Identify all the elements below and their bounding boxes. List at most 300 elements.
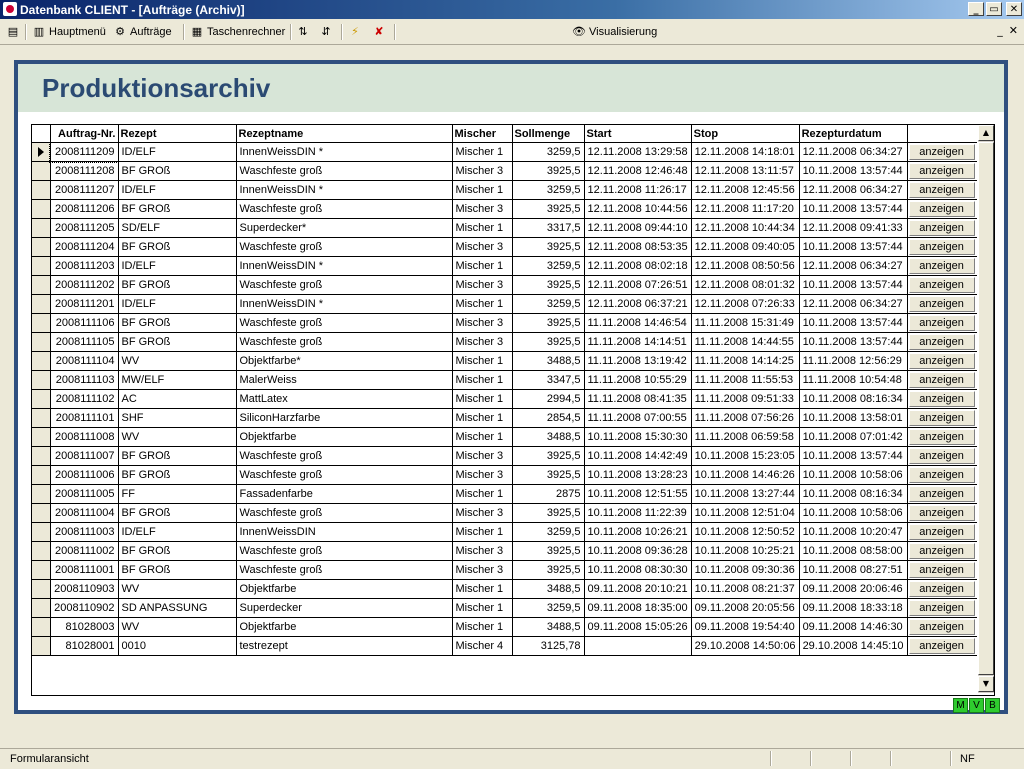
- table-row[interactable]: [32, 181, 979, 200]
- cell-mischer[interactable]: Mischer 1: [452, 390, 512, 409]
- cell-mischer[interactable]: Mischer 1: [452, 409, 512, 428]
- cell-rezept[interactable]: BF GROß: [118, 542, 236, 561]
- cell-start[interactable]: 11.11.2008 14:46:54: [584, 314, 691, 333]
- cell-rezept[interactable]: BF GROß: [118, 333, 236, 352]
- cell-rezepturdatum[interactable]: 12.11.2008 06:34:27: [799, 143, 907, 162]
- cell-stop[interactable]: 12.11.2008 12:45:56: [691, 181, 799, 200]
- cell-rezepturdatum[interactable]: 10.11.2008 08:27:51: [799, 561, 907, 580]
- cell-start[interactable]: 11.11.2008 07:00:55: [584, 409, 691, 428]
- cell-sollmenge[interactable]: 3925,5: [512, 333, 584, 352]
- cell-mischer[interactable]: Mischer 1: [452, 599, 512, 618]
- cell-sollmenge[interactable]: 2994,5: [512, 390, 584, 409]
- cell-sollmenge[interactable]: 3259,5: [512, 295, 584, 314]
- cell-auftrag-nr[interactable]: 2008110902: [50, 599, 118, 618]
- anzeigen-button[interactable]: anzeigen: [909, 619, 975, 635]
- table-row[interactable]: [32, 314, 979, 333]
- cell-mischer[interactable]: Mischer 1: [452, 371, 512, 390]
- minimize-button[interactable]: _: [968, 2, 984, 16]
- cell-mischer[interactable]: Mischer 3: [452, 276, 512, 295]
- record-selector[interactable]: [32, 333, 50, 352]
- record-selector[interactable]: [32, 257, 50, 276]
- window-title-bar[interactable]: [0, 0, 1024, 19]
- cell-start[interactable]: 10.11.2008 12:51:55: [584, 485, 691, 504]
- cell-rezepturdatum[interactable]: 10.11.2008 13:57:44: [799, 447, 907, 466]
- app-icon[interactable]: [3, 2, 17, 16]
- record-selector[interactable]: [32, 409, 50, 428]
- cell-mischer[interactable]: Mischer 1: [452, 257, 512, 276]
- cell-start[interactable]: 12.11.2008 11:26:17: [584, 181, 691, 200]
- cell-sollmenge[interactable]: 3925,5: [512, 542, 584, 561]
- cell-stop[interactable]: 09.11.2008 19:54:40: [691, 618, 799, 637]
- cell-rezeptname[interactable]: Objektfarbe*: [236, 352, 452, 371]
- cell-start[interactable]: 12.11.2008 10:44:56: [584, 200, 691, 219]
- cell-rezeptname[interactable]: Waschfeste groß: [236, 542, 452, 561]
- anzeigen-button[interactable]: anzeigen: [909, 372, 975, 388]
- record-selector[interactable]: [32, 447, 50, 466]
- cell-stop[interactable]: 12.11.2008 11:17:20: [691, 200, 799, 219]
- cell-sollmenge[interactable]: 3488,5: [512, 352, 584, 371]
- scroll-up-button[interactable]: ▲: [978, 125, 994, 141]
- cell-start[interactable]: 12.11.2008 09:44:10: [584, 219, 691, 238]
- cell-auftrag-nr[interactable]: 2008111005: [50, 485, 118, 504]
- anzeigen-button[interactable]: anzeigen: [909, 562, 975, 578]
- cell-mischer[interactable]: Mischer 1: [452, 618, 512, 637]
- cell-auftrag-nr[interactable]: 2008111006: [50, 466, 118, 485]
- form-icon-button[interactable]: [6, 23, 20, 41]
- cell-start[interactable]: 10.11.2008 11:22:39: [584, 504, 691, 523]
- close-button[interactable]: ✕: [1006, 2, 1022, 16]
- cell-sollmenge[interactable]: 3488,5: [512, 618, 584, 637]
- column-header-rezept[interactable]: Rezept: [118, 125, 236, 143]
- cell-mischer[interactable]: Mischer 3: [452, 466, 512, 485]
- cell-sollmenge[interactable]: 3925,5: [512, 162, 584, 181]
- cell-sollmenge[interactable]: 3347,5: [512, 371, 584, 390]
- table-row[interactable]: [32, 542, 979, 561]
- anzeigen-button[interactable]: anzeigen: [909, 201, 975, 217]
- cell-start[interactable]: 11.11.2008 10:55:29: [584, 371, 691, 390]
- table-row[interactable]: [32, 599, 979, 618]
- cell-mischer[interactable]: Mischer 1: [452, 580, 512, 599]
- anzeigen-button[interactable]: anzeigen: [909, 524, 975, 540]
- anzeigen-button[interactable]: anzeigen: [909, 239, 975, 255]
- cell-stop[interactable]: 12.11.2008 08:50:56: [691, 257, 799, 276]
- cell-rezept[interactable]: WV: [118, 428, 236, 447]
- cell-rezepturdatum[interactable]: 10.11.2008 13:57:44: [799, 314, 907, 333]
- anzeigen-button[interactable]: anzeigen: [909, 258, 975, 274]
- scroll-thumb[interactable]: [978, 142, 994, 675]
- cell-start[interactable]: 10.11.2008 13:28:23: [584, 466, 691, 485]
- cell-mischer[interactable]: Mischer 1: [452, 428, 512, 447]
- anzeigen-button[interactable]: anzeigen: [909, 144, 975, 160]
- anzeigen-button[interactable]: anzeigen: [909, 220, 975, 236]
- cell-mischer[interactable]: Mischer 3: [452, 504, 512, 523]
- anzeigen-button[interactable]: anzeigen: [909, 448, 975, 464]
- cell-auftrag-nr[interactable]: 2008111002: [50, 542, 118, 561]
- anzeigen-button[interactable]: anzeigen: [909, 391, 975, 407]
- cell-mischer[interactable]: Mischer 3: [452, 542, 512, 561]
- cell-rezeptname[interactable]: InnenWeissDIN *: [236, 295, 452, 314]
- record-selector[interactable]: [32, 637, 50, 656]
- cell-rezepturdatum[interactable]: 12.11.2008 09:41:33: [799, 219, 907, 238]
- record-selector[interactable]: [32, 314, 50, 333]
- table-row[interactable]: [32, 447, 979, 466]
- cell-start[interactable]: 10.11.2008 10:26:21: [584, 523, 691, 542]
- anzeigen-button[interactable]: anzeigen: [909, 353, 975, 369]
- cell-rezepturdatum[interactable]: 09.11.2008 20:06:46: [799, 580, 907, 599]
- cell-auftrag-nr[interactable]: 2008111204: [50, 238, 118, 257]
- cell-sollmenge[interactable]: 3925,5: [512, 447, 584, 466]
- column-header-sollmenge[interactable]: Sollmenge: [512, 125, 584, 143]
- cell-rezepturdatum[interactable]: 12.11.2008 06:34:27: [799, 181, 907, 200]
- cell-auftrag-nr[interactable]: 2008111201: [50, 295, 118, 314]
- cell-stop[interactable]: 10.11.2008 09:30:36: [691, 561, 799, 580]
- table-row[interactable]: [32, 523, 979, 542]
- anzeigen-button[interactable]: anzeigen: [909, 486, 975, 502]
- cell-rezepturdatum[interactable]: 10.11.2008 10:58:06: [799, 466, 907, 485]
- record-selector[interactable]: [32, 219, 50, 238]
- cell-sollmenge[interactable]: 3488,5: [512, 580, 584, 599]
- cell-rezepturdatum[interactable]: 10.11.2008 13:57:44: [799, 238, 907, 257]
- cell-rezept[interactable]: BF GROß: [118, 561, 236, 580]
- cell-rezepturdatum[interactable]: 10.11.2008 13:57:44: [799, 200, 907, 219]
- cell-stop[interactable]: 29.10.2008 14:50:06: [691, 637, 799, 656]
- table-row[interactable]: [32, 333, 979, 352]
- cell-mischer[interactable]: Mischer 1: [452, 219, 512, 238]
- cell-auftrag-nr[interactable]: 2008111105: [50, 333, 118, 352]
- cell-sollmenge[interactable]: 3925,5: [512, 238, 584, 257]
- cell-start[interactable]: 12.11.2008 08:53:35: [584, 238, 691, 257]
- cell-stop[interactable]: 10.11.2008 12:50:52: [691, 523, 799, 542]
- cell-rezeptname[interactable]: Waschfeste groß: [236, 276, 452, 295]
- cell-stop[interactable]: 12.11.2008 09:40:05: [691, 238, 799, 257]
- anzeigen-button[interactable]: anzeigen: [909, 429, 975, 445]
- cell-rezepturdatum[interactable]: 09.11.2008 18:33:18: [799, 599, 907, 618]
- cell-rezept[interactable]: BF GROß: [118, 447, 236, 466]
- cell-rezept[interactable]: WV: [118, 580, 236, 599]
- record-selector[interactable]: [32, 466, 50, 485]
- record-selector[interactable]: [32, 390, 50, 409]
- cell-rezepturdatum[interactable]: 10.11.2008 07:01:42: [799, 428, 907, 447]
- cell-sollmenge[interactable]: 3925,5: [512, 466, 584, 485]
- table-row[interactable]: [32, 276, 979, 295]
- cell-rezept[interactable]: ID/ELF: [118, 295, 236, 314]
- cell-stop[interactable]: 10.11.2008 13:27:44: [691, 485, 799, 504]
- table-row[interactable]: [32, 618, 979, 637]
- table-row[interactable]: [32, 428, 979, 447]
- cell-rezepturdatum[interactable]: 10.11.2008 13:58:01: [799, 409, 907, 428]
- cell-rezeptname[interactable]: Waschfeste groß: [236, 238, 452, 257]
- anzeigen-button[interactable]: anzeigen: [909, 467, 975, 483]
- cell-rezept[interactable]: BF GROß: [118, 200, 236, 219]
- table-row[interactable]: [32, 390, 979, 409]
- table-row[interactable]: [32, 238, 979, 257]
- cell-start[interactable]: 12.11.2008 08:02:18: [584, 257, 691, 276]
- cell-stop[interactable]: 11.11.2008 15:31:49: [691, 314, 799, 333]
- cell-start[interactable]: 12.11.2008 07:26:51: [584, 276, 691, 295]
- cell-rezept[interactable]: ID/ELF: [118, 257, 236, 276]
- cell-auftrag-nr[interactable]: 2008111103: [50, 371, 118, 390]
- cell-rezepturdatum[interactable]: 12.11.2008 06:34:27: [799, 295, 907, 314]
- record-selector[interactable]: [32, 599, 50, 618]
- mdi-close-button[interactable]: ✕: [1008, 24, 1018, 37]
- record-selector[interactable]: [32, 295, 50, 314]
- cell-stop[interactable]: 09.11.2008 20:05:56: [691, 599, 799, 618]
- cell-rezeptname[interactable]: Waschfeste groß: [236, 466, 452, 485]
- sort-descending-button[interactable]: [319, 23, 333, 41]
- cell-start[interactable]: 09.11.2008 15:05:26: [584, 618, 691, 637]
- cell-rezepturdatum[interactable]: 11.11.2008 10:54:48: [799, 371, 907, 390]
- table-row[interactable]: [32, 485, 979, 504]
- cell-auftrag-nr[interactable]: 2008111104: [50, 352, 118, 371]
- anzeigen-button[interactable]: anzeigen: [909, 277, 975, 293]
- cell-rezeptname[interactable]: MalerWeiss: [236, 371, 452, 390]
- cell-sollmenge[interactable]: 3925,5: [512, 200, 584, 219]
- cell-stop[interactable]: 12.11.2008 08:01:32: [691, 276, 799, 295]
- table-row[interactable]: [32, 637, 979, 656]
- cell-mischer[interactable]: Mischer 3: [452, 162, 512, 181]
- cell-rezept[interactable]: BF GROß: [118, 466, 236, 485]
- table-row[interactable]: [32, 162, 979, 181]
- table-row[interactable]: [32, 200, 979, 219]
- cell-rezeptname[interactable]: SiliconHarzfarbe: [236, 409, 452, 428]
- cell-auftrag-nr[interactable]: 2008110903: [50, 580, 118, 599]
- cell-start[interactable]: 10.11.2008 14:42:49: [584, 447, 691, 466]
- record-selector[interactable]: [32, 485, 50, 504]
- cell-auftrag-nr[interactable]: 2008111102: [50, 390, 118, 409]
- cell-rezept[interactable]: SHF: [118, 409, 236, 428]
- cell-rezeptname[interactable]: Waschfeste groß: [236, 447, 452, 466]
- anzeigen-button[interactable]: anzeigen: [909, 163, 975, 179]
- cell-auftrag-nr[interactable]: 2008111101: [50, 409, 118, 428]
- cell-mischer[interactable]: Mischer 4: [452, 637, 512, 656]
- cell-mischer[interactable]: Mischer 1: [452, 143, 512, 162]
- cell-rezeptname[interactable]: InnenWeissDIN *: [236, 181, 452, 200]
- cell-mischer[interactable]: Mischer 3: [452, 561, 512, 580]
- cell-start[interactable]: 11.11.2008 13:19:42: [584, 352, 691, 371]
- table-row[interactable]: [32, 580, 979, 599]
- mdi-minimize-button[interactable]: _: [997, 24, 1003, 37]
- cell-auftrag-nr[interactable]: 2008111207: [50, 181, 118, 200]
- cell-rezeptname[interactable]: Waschfeste groß: [236, 504, 452, 523]
- cell-stop[interactable]: 11.11.2008 07:56:26: [691, 409, 799, 428]
- record-selector[interactable]: [32, 352, 50, 371]
- cell-rezepturdatum[interactable]: 10.11.2008 08:58:00: [799, 542, 907, 561]
- cell-sollmenge[interactable]: 3925,5: [512, 561, 584, 580]
- cell-rezeptname[interactable]: Objektfarbe: [236, 580, 452, 599]
- cell-auftrag-nr[interactable]: 2008111004: [50, 504, 118, 523]
- anzeigen-button[interactable]: anzeigen: [909, 315, 975, 331]
- cell-auftrag-nr[interactable]: 81028001: [50, 637, 118, 656]
- cell-sollmenge[interactable]: 3925,5: [512, 276, 584, 295]
- anzeigen-button[interactable]: anzeigen: [909, 543, 975, 559]
- table-row[interactable]: [32, 409, 979, 428]
- record-selector[interactable]: [32, 143, 50, 162]
- cell-sollmenge[interactable]: 2875: [512, 485, 584, 504]
- cell-start[interactable]: 09.11.2008 18:35:00: [584, 599, 691, 618]
- cell-auftrag-nr[interactable]: 2008111202: [50, 276, 118, 295]
- record-selector[interactable]: [32, 523, 50, 542]
- cell-stop[interactable]: 11.11.2008 09:51:33: [691, 390, 799, 409]
- cell-mischer[interactable]: Mischer 3: [452, 200, 512, 219]
- cell-rezept[interactable]: FF: [118, 485, 236, 504]
- cell-rezept[interactable]: ID/ELF: [118, 143, 236, 162]
- remove-filter-button[interactable]: [372, 23, 386, 41]
- cell-rezepturdatum[interactable]: 10.11.2008 10:58:06: [799, 504, 907, 523]
- cell-rezeptname[interactable]: Waschfeste groß: [236, 561, 452, 580]
- record-selector[interactable]: [32, 580, 50, 599]
- column-header-rezeptname[interactable]: Rezeptname: [236, 125, 452, 143]
- cell-stop[interactable]: 11.11.2008 11:55:53: [691, 371, 799, 390]
- record-selector[interactable]: [32, 618, 50, 637]
- cell-rezept[interactable]: AC: [118, 390, 236, 409]
- cell-rezept[interactable]: BF GROß: [118, 162, 236, 181]
- maximize-button[interactable]: ▭: [986, 2, 1002, 16]
- cell-rezeptname[interactable]: Waschfeste groß: [236, 200, 452, 219]
- auftraege-button[interactable]: [113, 23, 172, 41]
- cell-start[interactable]: 12.11.2008 13:29:58: [584, 143, 691, 162]
- table-row[interactable]: [32, 561, 979, 580]
- cell-stop[interactable]: 12.11.2008 07:26:33: [691, 295, 799, 314]
- cell-mischer[interactable]: Mischer 1: [452, 181, 512, 200]
- table-row[interactable]: [32, 219, 979, 238]
- cell-auftrag-nr[interactable]: 2008111203: [50, 257, 118, 276]
- cell-rezept[interactable]: BF GROß: [118, 238, 236, 257]
- table-row[interactable]: [32, 352, 979, 371]
- cell-rezepturdatum[interactable]: 10.11.2008 08:16:34: [799, 485, 907, 504]
- record-selector[interactable]: [32, 371, 50, 390]
- table-row[interactable]: [32, 295, 979, 314]
- column-header-stop[interactable]: Stop: [691, 125, 799, 143]
- cell-mischer[interactable]: Mischer 1: [452, 295, 512, 314]
- cell-auftrag-nr[interactable]: 2008111106: [50, 314, 118, 333]
- table-row[interactable]: [32, 466, 979, 485]
- filter-button[interactable]: [348, 23, 362, 41]
- vertical-scrollbar[interactable]: [977, 125, 994, 693]
- cell-start[interactable]: 10.11.2008 08:30:30: [584, 561, 691, 580]
- cell-rezeptname[interactable]: Superdecker: [236, 599, 452, 618]
- cell-rezeptname[interactable]: testrezept: [236, 637, 452, 656]
- cell-start[interactable]: 09.11.2008 20:10:21: [584, 580, 691, 599]
- cell-auftrag-nr[interactable]: 2008111206: [50, 200, 118, 219]
- scroll-down-button[interactable]: ▼: [978, 676, 994, 692]
- cell-auftrag-nr[interactable]: 2008111208: [50, 162, 118, 181]
- cell-start[interactable]: 10.11.2008 15:30:30: [584, 428, 691, 447]
- cell-auftrag-nr[interactable]: 2008111007: [50, 447, 118, 466]
- cell-stop[interactable]: 10.11.2008 12:51:04: [691, 504, 799, 523]
- cell-auftrag-nr[interactable]: 2008111003: [50, 523, 118, 542]
- table-row[interactable]: [32, 371, 979, 390]
- cell-rezept[interactable]: 0010: [118, 637, 236, 656]
- anzeigen-button[interactable]: anzeigen: [909, 600, 975, 616]
- cell-rezepturdatum[interactable]: 10.11.2008 08:16:34: [799, 390, 907, 409]
- cell-rezepturdatum[interactable]: 10.11.2008 13:57:44: [799, 333, 907, 352]
- record-selector[interactable]: [32, 542, 50, 561]
- cell-sollmenge[interactable]: 3317,5: [512, 219, 584, 238]
- cell-stop[interactable]: 11.11.2008 14:14:25: [691, 352, 799, 371]
- cell-rezeptname[interactable]: MattLatex: [236, 390, 452, 409]
- visualisierung-button[interactable]: [572, 23, 657, 41]
- cell-stop[interactable]: 10.11.2008 08:21:37: [691, 580, 799, 599]
- cell-sollmenge[interactable]: 3259,5: [512, 599, 584, 618]
- cell-rezepturdatum[interactable]: 29.10.2008 14:45:10: [799, 637, 907, 656]
- cell-auftrag-nr[interactable]: 2008111205: [50, 219, 118, 238]
- cell-rezeptname[interactable]: InnenWeissDIN: [236, 523, 452, 542]
- cell-rezepturdatum[interactable]: 10.11.2008 10:20:47: [799, 523, 907, 542]
- cell-sollmenge[interactable]: 3125,78: [512, 637, 584, 656]
- record-selector[interactable]: [32, 162, 50, 181]
- cell-mischer[interactable]: Mischer 1: [452, 352, 512, 371]
- cell-rezepturdatum[interactable]: 10.11.2008 13:57:44: [799, 276, 907, 295]
- cell-rezeptname[interactable]: Superdecker*: [236, 219, 452, 238]
- cell-mischer[interactable]: Mischer 1: [452, 485, 512, 504]
- cell-stop[interactable]: 11.11.2008 06:59:58: [691, 428, 799, 447]
- cell-stop[interactable]: 10.11.2008 14:46:26: [691, 466, 799, 485]
- cell-rezepturdatum[interactable]: 11.11.2008 12:56:29: [799, 352, 907, 371]
- cell-mischer[interactable]: Mischer 3: [452, 333, 512, 352]
- record-selector[interactable]: [32, 276, 50, 295]
- cell-sollmenge[interactable]: 3259,5: [512, 181, 584, 200]
- record-selector[interactable]: [32, 238, 50, 257]
- cell-rezept[interactable]: BF GROß: [118, 276, 236, 295]
- cell-auftrag-nr[interactable]: 2008111008: [50, 428, 118, 447]
- table-row[interactable]: [32, 143, 979, 162]
- anzeigen-button[interactable]: anzeigen: [909, 296, 975, 312]
- table-row[interactable]: [32, 257, 979, 276]
- cell-rezepturdatum[interactable]: 09.11.2008 14:46:30: [799, 618, 907, 637]
- cell-rezepturdatum[interactable]: 12.11.2008 06:34:27: [799, 257, 907, 276]
- anzeigen-button[interactable]: anzeigen: [909, 505, 975, 521]
- cell-rezeptname[interactable]: InnenWeissDIN *: [236, 143, 452, 162]
- cell-stop[interactable]: 12.11.2008 10:44:34: [691, 219, 799, 238]
- cell-rezept[interactable]: WV: [118, 618, 236, 637]
- cell-start[interactable]: 11.11.2008 08:41:35: [584, 390, 691, 409]
- cell-rezept[interactable]: ID/ELF: [118, 181, 236, 200]
- column-header-rezepturdatum[interactable]: Rezepturdatum: [799, 125, 907, 143]
- cell-rezepturdatum[interactable]: 10.11.2008 13:57:44: [799, 162, 907, 181]
- column-header-start[interactable]: Start: [584, 125, 691, 143]
- cell-rezept[interactable]: BF GROß: [118, 504, 236, 523]
- record-selector[interactable]: [32, 561, 50, 580]
- cell-mischer[interactable]: Mischer 1: [452, 523, 512, 542]
- cell-rezept[interactable]: SD ANPASSUNG: [118, 599, 236, 618]
- cell-rezept[interactable]: BF GROß: [118, 314, 236, 333]
- cell-start[interactable]: 12.11.2008 12:46:48: [584, 162, 691, 181]
- cell-start[interactable]: 10.11.2008 09:36:28: [584, 542, 691, 561]
- anzeigen-button[interactable]: anzeigen: [909, 638, 975, 654]
- cell-rezept[interactable]: SD/ELF: [118, 219, 236, 238]
- cell-start[interactable]: 11.11.2008 14:14:51: [584, 333, 691, 352]
- cell-stop[interactable]: 10.11.2008 10:25:21: [691, 542, 799, 561]
- cell-stop[interactable]: 10.11.2008 15:23:05: [691, 447, 799, 466]
- column-header-mischer[interactable]: Mischer: [452, 125, 512, 143]
- anzeigen-button[interactable]: anzeigen: [909, 182, 975, 198]
- cell-rezeptname[interactable]: Waschfeste groß: [236, 162, 452, 181]
- cell-rezept[interactable]: ID/ELF: [118, 523, 236, 542]
- cell-sollmenge[interactable]: 3925,5: [512, 504, 584, 523]
- cell-auftrag-nr[interactable]: 2008111209: [50, 143, 118, 162]
- sort-ascending-button[interactable]: [296, 23, 310, 41]
- cell-auftrag-nr[interactable]: 81028003: [50, 618, 118, 637]
- cell-auftrag-nr[interactable]: 2008111001: [50, 561, 118, 580]
- cell-rezeptname[interactable]: Waschfeste groß: [236, 333, 452, 352]
- cell-rezeptname[interactable]: Fassadenfarbe: [236, 485, 452, 504]
- record-selector[interactable]: [32, 428, 50, 447]
- hauptmenu-button[interactable]: [32, 23, 106, 41]
- cell-rezept[interactable]: WV: [118, 352, 236, 371]
- anzeigen-button[interactable]: anzeigen: [909, 581, 975, 597]
- cell-rezeptname[interactable]: InnenWeissDIN *: [236, 257, 452, 276]
- record-selector[interactable]: [32, 181, 50, 200]
